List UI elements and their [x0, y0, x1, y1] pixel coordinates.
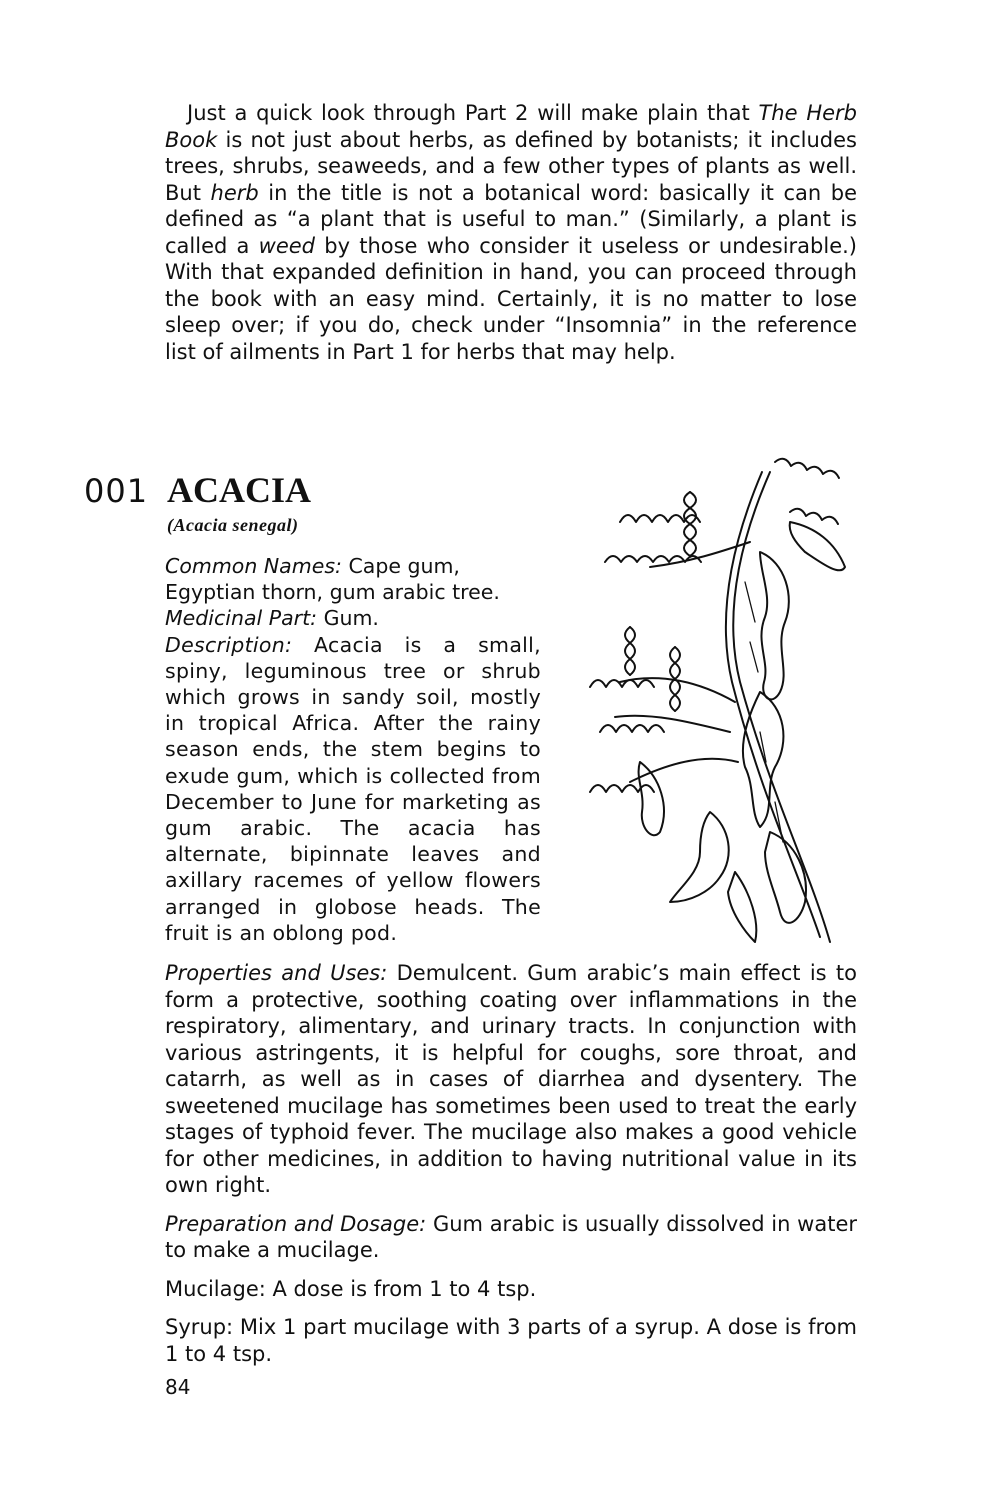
properties-label: Properties and Uses:: [165, 961, 388, 985]
leaf-spray-top-r: [690, 492, 696, 556]
syrup-dose: Syrup: Mix 1 part mucilage with 3 parts of a syrup. A dose is from 1 to 4 tsp.: [165, 1315, 857, 1366]
entry-main-text: [165, 960, 857, 1379]
medicinal-part-label: Medicinal Part:: [165, 606, 318, 631]
pod-2: [790, 522, 845, 570]
description-label: Description:: [165, 632, 293, 657]
leaf-spray-far-right: [790, 509, 838, 524]
word-herb-italic: herb: [210, 180, 259, 205]
word-weed-italic: weed: [258, 233, 316, 258]
leaf-spray-right-r: [675, 647, 680, 711]
preparation-value: Gum arabic is usually dissolved in water to make a mucilage.: [165, 1211, 857, 1262]
branch-left: [615, 716, 730, 732]
leaflet-row-1: [620, 515, 700, 522]
entry-side-text: [165, 553, 541, 946]
book-title-italic: The Herb Book: [165, 101, 857, 152]
intro-text-2: is not just about herbs, as defined by botanists; it includes trees, shrubs, seaweeds, and a few other types of plants as well. But: [165, 127, 857, 205]
entry-title: ACACIA: [167, 470, 311, 510]
leaflet-row-4: [600, 725, 664, 732]
leaf-spray-mid-r: [630, 627, 635, 675]
medicinal-part-value: Gum.: [317, 606, 379, 631]
common-names: [165, 553, 541, 605]
acacia-illustration: [560, 432, 860, 952]
leaf-spray-mid: [625, 627, 630, 675]
pod-6: [728, 872, 756, 942]
description-value: Acacia is a small, spiny, leguminous tree or shrub which grows in sandy soil, mostly in tropical Africa. After the rainy season ends, the stem begins to exude gum, which is collected from December to June for marketing as gum arabic. The acacia has alternate, bipinnate leaves and axillary racemes of yellow flowers arranged in globose heads. The fruit is an oblong pod.: [165, 632, 541, 945]
properties-value: Demulcent. Gum arabic’s main effect is to form a protective, soothing coating over inflammations in the respiratory, alimentary, and urinary tracts. In conjunction with various astringents, it is helpful for coughs, sore throat, and catarrh, as well as in cases of diarrhea and dysentery. The sweetened mucilage has sometimes been used to treat the early stages of typhoid fever. The mucilage also makes a good vehicle for other medicines, in addition to having nutritional value in its own right.: [165, 961, 857, 1197]
branch-low: [630, 759, 738, 782]
leaflet-row-2: [605, 556, 701, 562]
medicinal-part: [165, 605, 541, 631]
common-names-label: Common Names:: [165, 554, 342, 578]
preparation-label: Preparation and Dosage:: [165, 1211, 427, 1236]
latin-name: (Acacia senegal): [167, 515, 299, 535]
leaf-spray-upper-right: [775, 459, 839, 478]
pod-7: [639, 762, 664, 835]
preparation-and-dosage: [165, 1211, 857, 1264]
intro-paragraph: [165, 100, 857, 365]
description: [165, 632, 541, 946]
pod-4: [670, 812, 729, 902]
pod-1: [760, 552, 789, 699]
intro-text-4: by those who consider it useless or undesirable.) With that expanded definition in hand, you can proceed through the book with an easy mind. Certainly, it is no matter to lose sleep over; if you do, check under “Insomnia” in the reference list of ailments in Part 1 for herbs that may help.: [165, 233, 857, 364]
entry-number: 001: [84, 472, 149, 510]
intro-text-3: in the title is not a botanical word: basically it can be defined as “a plant that is useful to man.” (Similarly, a plant is called a: [165, 180, 857, 258]
leaflet-row-5: [590, 785, 654, 792]
mucilage-dose: Mucilage: A dose is from 1 to 4 tsp.: [165, 1276, 537, 1301]
properties-and-uses: [165, 960, 857, 1199]
page-number: 84: [165, 1375, 191, 1399]
intro-text-1: Just a quick look through Part 2 will make plain that: [187, 101, 759, 125]
common-names-value: Cape gum, Egyptian thorn, gum arabic tree.: [165, 554, 500, 605]
